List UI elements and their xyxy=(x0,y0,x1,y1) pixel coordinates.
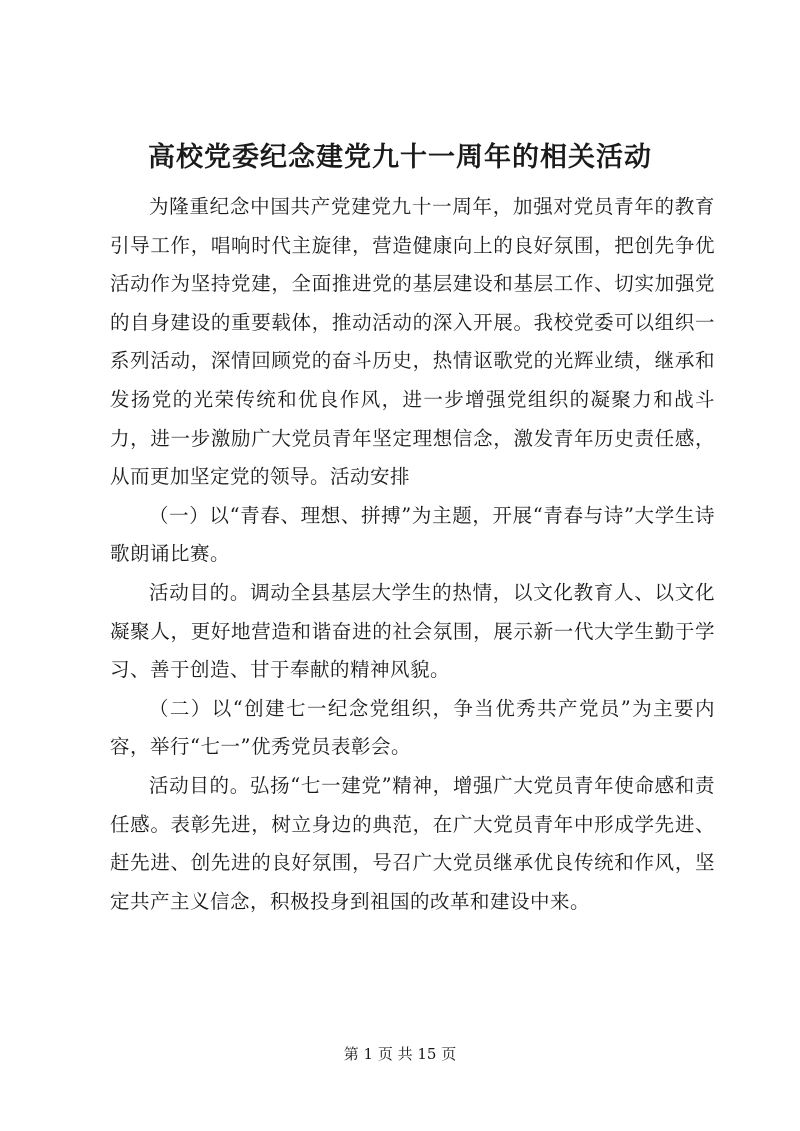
paragraph-activity-1: （一）以“青春、理想、拼搏”为主题，开展“青春与诗”大学生诗歌朗诵比赛。 xyxy=(110,503,715,566)
page-footer: 第 1 页 共 15 页 xyxy=(343,1045,457,1063)
paragraph-intro: 为隆重纪念中国共产党建党九十一周年，加强对党员青年的教育引导工作，唱响时代主旋律，营造健康向上的良好氛围，把创先争优活动作为坚持党建，全面推进党的基层建设和基层工作、切实加强党的自身建设的重要载体，推动活动的深入开展。我校党委可以组织一系列活动，深情回顾党的奋斗历史，热情讴歌党的光辉业绩，继承和发扬党的光荣传统和优良作风，进一步增强党组织的凝聚力和战斗力，进一步激励广大党员青年坚定理想信念，激发青年历史责任感，从而更加坚定党的领导。活动安排 xyxy=(110,195,715,489)
document-body xyxy=(110,188,715,921)
paragraph-activity-2: （二）以“创建七一纪念党组织，争当优秀共产党员”为主要内容，举行“七一”优秀党员表彰会。 xyxy=(110,696,715,759)
paragraph-activity-1-purpose: 活动目的。调动全县基层大学生的热情，以文化教育人、以文化凝聚人，更好地营造和谐奋进的社会氛围，展示新一代大学生勤于学习、善于创造、甘于奉献的精神风貌。 xyxy=(110,580,715,682)
paragraph-activity-2-purpose: 活动目的。弘扬“七一建党”精神，增强广大党员青年使命感和责任感。表彰先进，树立身边的典范，在广大党员青年中形成学先进、赶先进、创先进的良好氛围，号召广大党员继承优良传统和作风，坚定共产主义信念，积极投身到祖国的改革和建设中来。 xyxy=(110,773,715,913)
document-title: 高校党委纪念建党九十一周年的相关活动 xyxy=(148,142,652,173)
